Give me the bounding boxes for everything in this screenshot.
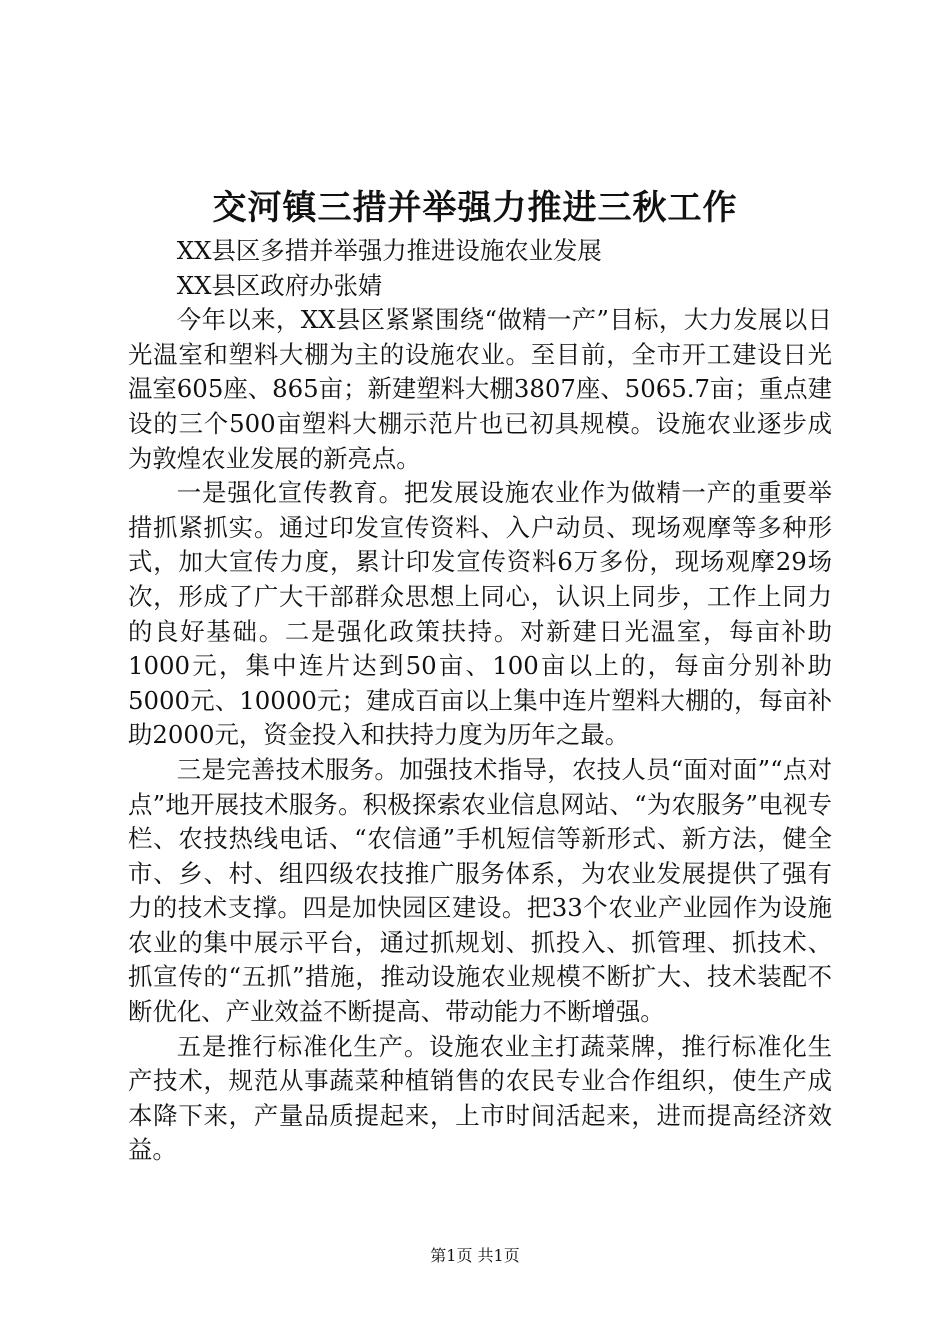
body-paragraph: 一是强化宣传教育。把发展设施农业作为做精一产的重要举措抓紧抓实。通过印发宣传资料、入户动员、现场观摩等多种形式，加大宣传力度，累计印发宣传资料6万多份，现场观摩29场次，形成了广大干部群众思想上同心，认识上同步，工作上同力的良好基础。二是强化政策扶持。对新建日光温室，每亩补助1000元，集中连片达到50亩、100亩以上的，每亩分别补助5000元、10000元；建成百亩以上集中连片塑料大棚的，每亩补助2000元，资金投入和扶持力度为历年之最。 [128,478,832,750]
subtitle-paragraph: XX县区多措并举强力推进设施农业发展 [176,236,602,265]
intro-paragraph: 今年以来，XX县区紧紧围绕“做精一产”目标，大力发展以日光温室和塑料大棚为主的设施农业。至目前，全市开工建设日光温室605座、865亩；新建塑料大棚3807座、5065.7亩；重点建设的三个500亩塑料大棚示范片也已初具规模。设施农业逐步成为敦煌农业发展的新亮点。 [128,305,832,473]
body-paragraph: 三是完善技术服务。加强技术指导，农技人员“面对面”“点对点”地开展技术服务。积极探索农业信息网站、“为农服务”电视专栏、农技热线电话、“农信通”手机短信等新形式、新方法，健全市、乡、村、组四级农技推广服务体系，为农业发展提供了强有力的技术支撑。四是加快园区建设。把33个农业产业园作为设施农业的集中展示平台，通过抓规划、抓投入、抓管理、抓技术、抓宣传的“五抓”措施，推动设施农业规模不断扩大、技术装配不断优化、产业效益不断提高、带动能力不断增强。 [128,754,832,1027]
page-number-footer: 第1页 共1页 [430,1246,520,1265]
document-body [128,234,832,1168]
body-paragraph: 五是推行标准化生产。设施农业主打蔬菜牌，推行标准化生产技术，规范从事蔬菜种植销售的农民专业合作组织，使生产成本降下来，产量品质提起来，上市时间活起来，进而提高经济效益。 [128,1031,832,1165]
author-paragraph: XX县区政府办张婧 [176,270,383,300]
document-title: 交河镇三措并举强力推进三秋工作 [212,188,738,228]
